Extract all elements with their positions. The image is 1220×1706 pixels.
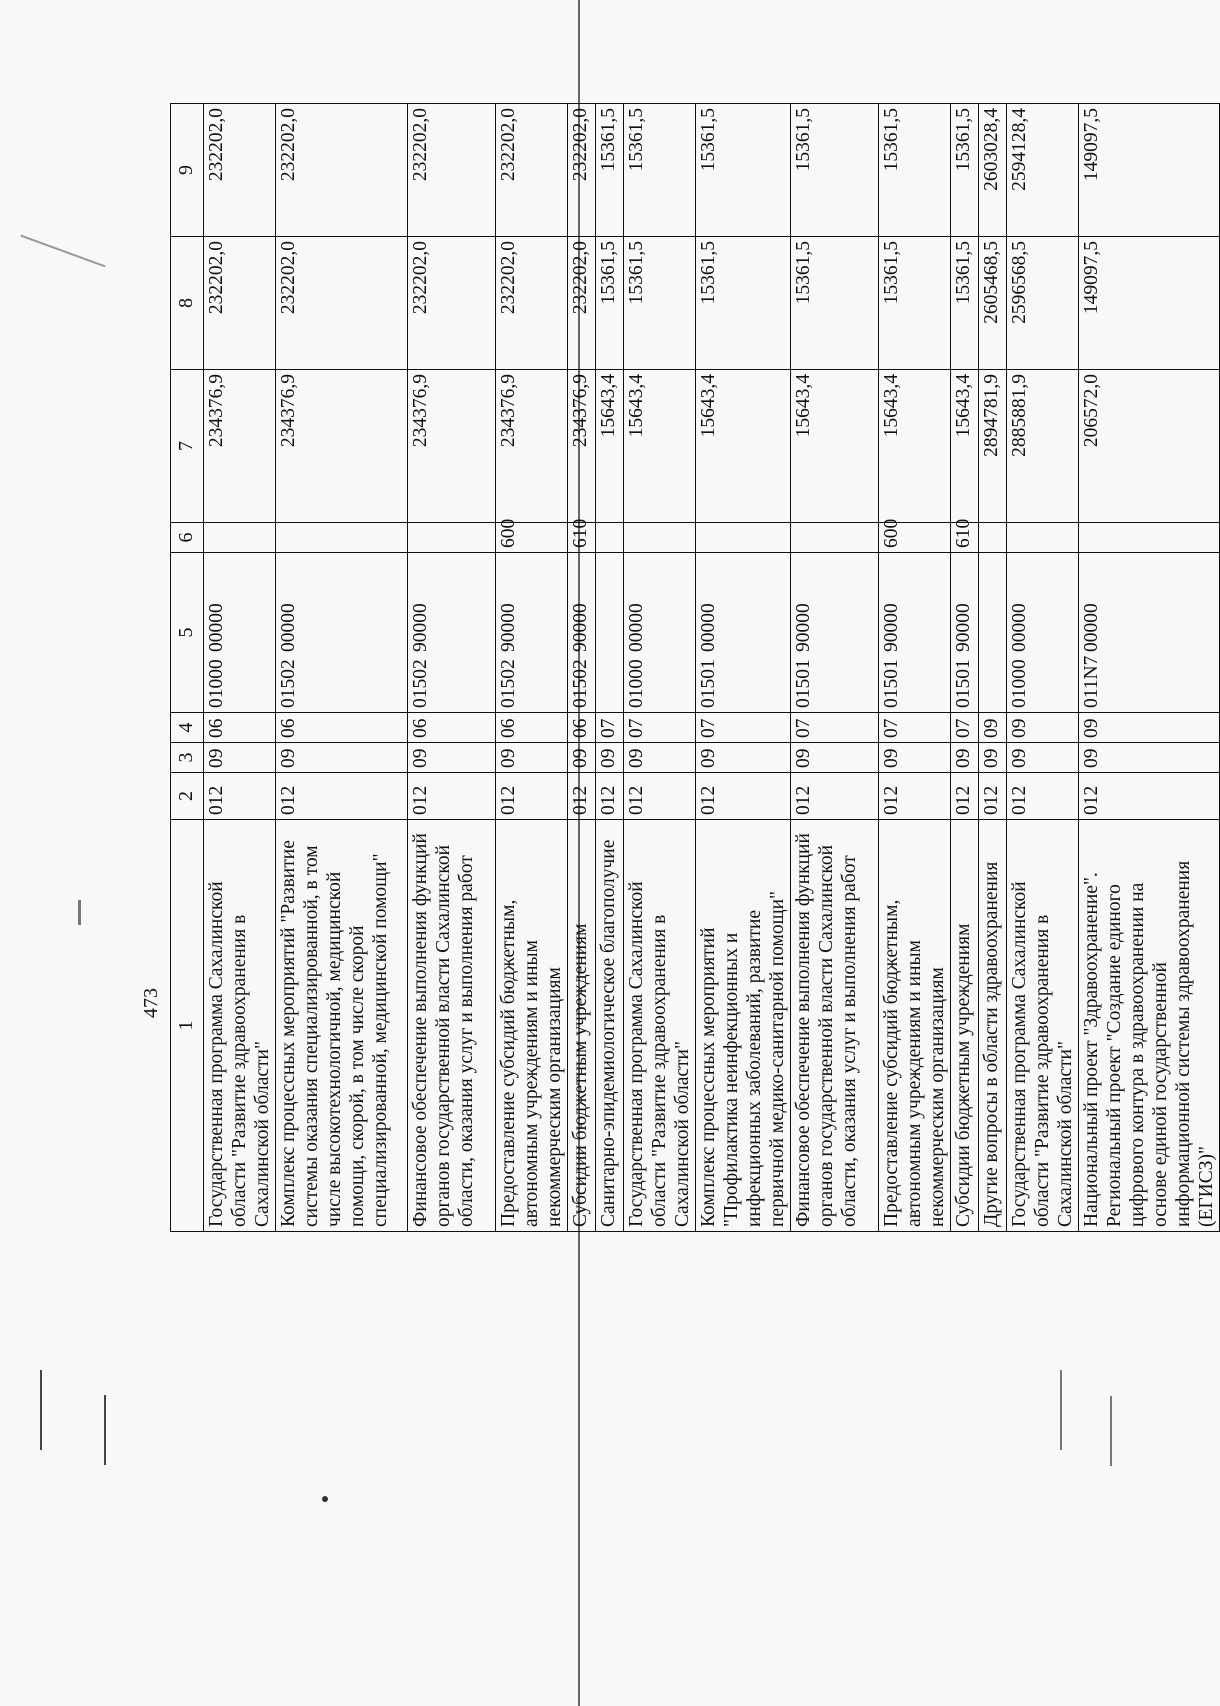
amount-cell-7: 206572,0	[1079, 370, 1220, 523]
amount-cell-9: 15361,5	[696, 104, 791, 237]
expense-type-cell	[1079, 523, 1220, 553]
amount-cell-7: 15643,4	[879, 370, 951, 523]
subsection-code-cell: 06	[204, 713, 276, 743]
table-row	[624, 104, 696, 1232]
subsection-code-cell: 07	[696, 713, 791, 743]
ministry-code-cell: 012	[624, 773, 696, 820]
table-body	[204, 104, 1220, 1232]
table-row	[276, 104, 408, 1232]
table-row	[696, 104, 791, 1232]
row-name-cell: Другие вопросы в области здравоохранения	[979, 820, 1007, 1232]
row-name-cell: Национальный проект "Здравоохранение". Региональный проект "Создание единого цифрового контура в здравоохранении на основе единой государственной информационной системы здравоохранения (ЕГИСЗ)"	[1079, 820, 1220, 1232]
expense-type-cell	[596, 523, 624, 553]
amount-cell-8: 2605468,5	[979, 237, 1007, 370]
amount-cell-9: 232202,0	[276, 104, 408, 237]
subsection-code-cell: 07	[624, 713, 696, 743]
amount-cell-8: 15361,5	[791, 237, 879, 370]
subsection-code-cell: 06	[408, 713, 496, 743]
table-row	[951, 104, 979, 1232]
target-article-direction-code: 90000	[498, 603, 519, 652]
target-article-direction-code: 00000	[1081, 603, 1102, 652]
column-header: 6	[171, 523, 204, 553]
section-code-cell: 09	[879, 743, 951, 773]
target-article-cell	[1079, 553, 1220, 713]
target-article-direction-code: 00000	[278, 603, 299, 652]
section-code-cell: 09	[624, 743, 696, 773]
section-code-cell: 09	[951, 743, 979, 773]
target-article-direction-code: 90000	[881, 603, 902, 652]
expense-type-cell	[204, 523, 276, 553]
amount-cell-7: 2885881,9	[1007, 370, 1079, 523]
page-number: 473	[140, 988, 162, 1018]
row-name-cell: Предоставление субсидий бюджетным, автономным учреждениям и иным некоммерческим организациям	[879, 820, 951, 1232]
amount-cell-8: 232202,0	[568, 237, 596, 370]
table-header-row	[171, 104, 204, 1232]
amount-cell-7: 2894781,9	[979, 370, 1007, 523]
target-article-direction-code: 00000	[1009, 603, 1030, 652]
expense-type-cell: 600	[879, 523, 951, 553]
target-article-direction-code: 90000	[410, 603, 431, 652]
row-name-cell: Санитарно-эпидемиологическое благополучие	[596, 820, 624, 1232]
target-article-program-code: 01000	[206, 659, 227, 708]
ministry-code-cell: 012	[879, 773, 951, 820]
expense-type-cell	[276, 523, 408, 553]
section-code-cell: 09	[204, 743, 276, 773]
amount-cell-9: 232202,0	[408, 104, 496, 237]
section-code-cell: 09	[496, 743, 568, 773]
ministry-code-cell: 012	[696, 773, 791, 820]
section-code-cell: 09	[696, 743, 791, 773]
subsection-code-cell: 06	[276, 713, 408, 743]
row-name-cell: Финансовое обеспечение выполнения функций органов государственной власти Сахалинской области, оказания услуг и выполнения работ	[408, 820, 496, 1232]
ministry-code-cell: 012	[276, 773, 408, 820]
table-row	[791, 104, 879, 1232]
row-name-cell: Предоставление субсидий бюджетным, автономным учреждениям и иным некоммерческим организациям	[496, 820, 568, 1232]
section-code-cell: 09	[568, 743, 596, 773]
amount-cell-9: 2603028,4	[979, 104, 1007, 237]
target-article-cell	[496, 553, 568, 713]
amount-cell-7: 15643,4	[696, 370, 791, 523]
ministry-code-cell: 012	[951, 773, 979, 820]
amount-cell-8: 232202,0	[408, 237, 496, 370]
row-name-cell: Финансовое обеспечение выполнения функций органов государственной власти Сахалинской области, оказания услуг и выполнения работ	[791, 820, 879, 1232]
section-code-cell: 09	[1079, 743, 1220, 773]
column-header: 5	[171, 553, 204, 713]
amount-cell-8: 15361,5	[696, 237, 791, 370]
amount-cell-8: 15361,5	[596, 237, 624, 370]
amount-cell-9: 15361,5	[596, 104, 624, 237]
amount-cell-9: 15361,5	[624, 104, 696, 237]
expense-type-cell	[791, 523, 879, 553]
ministry-code-cell: 012	[791, 773, 879, 820]
amount-cell-7: 15643,4	[596, 370, 624, 523]
table-row	[204, 104, 276, 1232]
target-article-program-code: 01502	[570, 659, 591, 708]
table-row	[1007, 104, 1079, 1232]
table-row	[596, 104, 624, 1232]
expense-type-cell	[696, 523, 791, 553]
subsection-code-cell: 06	[568, 713, 596, 743]
amount-cell-8: 232202,0	[496, 237, 568, 370]
expense-type-cell	[624, 523, 696, 553]
table-row	[879, 104, 951, 1232]
ministry-code-cell: 012	[408, 773, 496, 820]
target-article-cell	[624, 553, 696, 713]
amount-cell-9: 15361,5	[879, 104, 951, 237]
target-article-cell	[979, 553, 1007, 713]
budget-table	[170, 103, 1220, 1232]
table-row	[979, 104, 1007, 1232]
target-article-program-code: 01501	[881, 659, 902, 708]
target-article-direction-code: 90000	[793, 603, 814, 652]
column-header: 9	[171, 104, 204, 237]
amount-cell-7: 234376,9	[408, 370, 496, 523]
target-article-cell	[1007, 553, 1079, 713]
amount-cell-7: 234376,9	[496, 370, 568, 523]
target-article-program-code: 01502	[498, 659, 519, 708]
row-name-cell: Государственная программа Сахалинской области "Развитие здравоохранения в Сахалинской области"	[204, 820, 276, 1232]
amount-cell-8: 15361,5	[879, 237, 951, 370]
amount-cell-7: 15643,4	[951, 370, 979, 523]
amount-cell-7: 234376,9	[276, 370, 408, 523]
target-article-direction-code: 00000	[626, 603, 647, 652]
section-code-cell: 09	[979, 743, 1007, 773]
section-code-cell: 09	[408, 743, 496, 773]
expense-type-cell	[1007, 523, 1079, 553]
ministry-code-cell: 012	[596, 773, 624, 820]
subsection-code-cell: 07	[791, 713, 879, 743]
target-article-program-code: 01502	[278, 659, 299, 708]
subsection-code-cell: 07	[879, 713, 951, 743]
target-article-cell	[204, 553, 276, 713]
row-name-cell: Государственная программа Сахалинской области "Развитие здравоохранения в Сахалинской области"	[624, 820, 696, 1232]
amount-cell-9: 2594128,4	[1007, 104, 1079, 237]
ministry-code-cell: 012	[568, 773, 596, 820]
target-article-direction-code: 00000	[206, 603, 227, 652]
ministry-code-cell: 012	[496, 773, 568, 820]
amount-cell-8: 149097,5	[1079, 237, 1220, 370]
target-article-cell	[276, 553, 408, 713]
target-article-direction-code: 00000	[698, 603, 719, 652]
amount-cell-8: 232202,0	[276, 237, 408, 370]
row-name-cell: Государственная программа Сахалинской области "Развитие здравоохранения в Сахалинской области"	[1007, 820, 1079, 1232]
target-article-program-code: 01501	[793, 659, 814, 708]
amount-cell-9: 149097,5	[1079, 104, 1220, 237]
subsection-code-cell: 09	[1007, 713, 1079, 743]
column-header: 3	[171, 743, 204, 773]
table-row	[1079, 104, 1220, 1232]
target-article-cell	[568, 553, 596, 713]
table-row	[568, 104, 596, 1232]
ministry-code-cell: 012	[979, 773, 1007, 820]
subsection-code-cell: 07	[596, 713, 624, 743]
amount-cell-9: 232202,0	[496, 104, 568, 237]
row-name-cell: Субсидии бюджетным учреждениям	[568, 820, 596, 1232]
row-name-cell: Субсидии бюджетным учреждениям	[951, 820, 979, 1232]
target-article-program-code: 01000	[1009, 659, 1030, 708]
subsection-code-cell: 07	[951, 713, 979, 743]
column-header: 1	[171, 820, 204, 1232]
target-article-direction-code: 90000	[953, 603, 974, 652]
section-code-cell: 09	[276, 743, 408, 773]
amount-cell-7: 15643,4	[791, 370, 879, 523]
target-article-cell	[596, 553, 624, 713]
expense-type-cell: 610	[951, 523, 979, 553]
amount-cell-8: 2596568,5	[1007, 237, 1079, 370]
row-name-cell: Комплекс процессных мероприятий "Развитие системы оказания специализированной, в том числе высокотехнологичной, медицинской помощи, скорой, в том числе скорой специализированной, медицинской помощи"	[276, 820, 408, 1232]
target-article-cell	[696, 553, 791, 713]
target-article-direction-code: 90000	[570, 603, 591, 652]
target-article-program-code: 011N7	[1081, 655, 1102, 708]
ministry-code-cell: 012	[1079, 773, 1220, 820]
ministry-code-cell: 012	[1007, 773, 1079, 820]
section-code-cell: 09	[791, 743, 879, 773]
target-article-program-code: 01000	[626, 659, 647, 708]
target-article-cell	[951, 553, 979, 713]
amount-cell-8: 232202,0	[204, 237, 276, 370]
subsection-code-cell: 09	[979, 713, 1007, 743]
column-header: 8	[171, 237, 204, 370]
amount-cell-8: 15361,5	[951, 237, 979, 370]
amount-cell-7: 234376,9	[568, 370, 596, 523]
target-article-program-code: 01502	[410, 659, 431, 708]
table-row	[408, 104, 496, 1232]
section-code-cell: 09	[1007, 743, 1079, 773]
amount-cell-9: 232202,0	[568, 104, 596, 237]
section-code-cell: 09	[596, 743, 624, 773]
subsection-code-cell: 09	[1079, 713, 1220, 743]
amount-cell-9: 15361,5	[951, 104, 979, 237]
amount-cell-9: 15361,5	[791, 104, 879, 237]
amount-cell-7: 234376,9	[204, 370, 276, 523]
target-article-program-code: 01501	[953, 659, 974, 708]
target-article-cell	[408, 553, 496, 713]
target-article-cell	[791, 553, 879, 713]
amount-cell-8: 15361,5	[624, 237, 696, 370]
column-header: 7	[171, 370, 204, 523]
target-article-cell	[879, 553, 951, 713]
expense-type-cell	[979, 523, 1007, 553]
target-article-program-code: 01501	[698, 659, 719, 708]
row-name-cell: Комплекс процессных мероприятий "Профилактика неинфекционных и инфекционных заболеваний, развитие первичной медико-санитарной помощи"	[696, 820, 791, 1232]
expense-type-cell: 610	[568, 523, 596, 553]
expense-type-cell: 600	[496, 523, 568, 553]
expense-type-cell	[408, 523, 496, 553]
table-row	[496, 104, 568, 1232]
column-header: 2	[171, 773, 204, 820]
amount-cell-7: 15643,4	[624, 370, 696, 523]
amount-cell-9: 232202,0	[204, 104, 276, 237]
ministry-code-cell: 012	[204, 773, 276, 820]
column-header: 4	[171, 713, 204, 743]
subsection-code-cell: 06	[496, 713, 568, 743]
